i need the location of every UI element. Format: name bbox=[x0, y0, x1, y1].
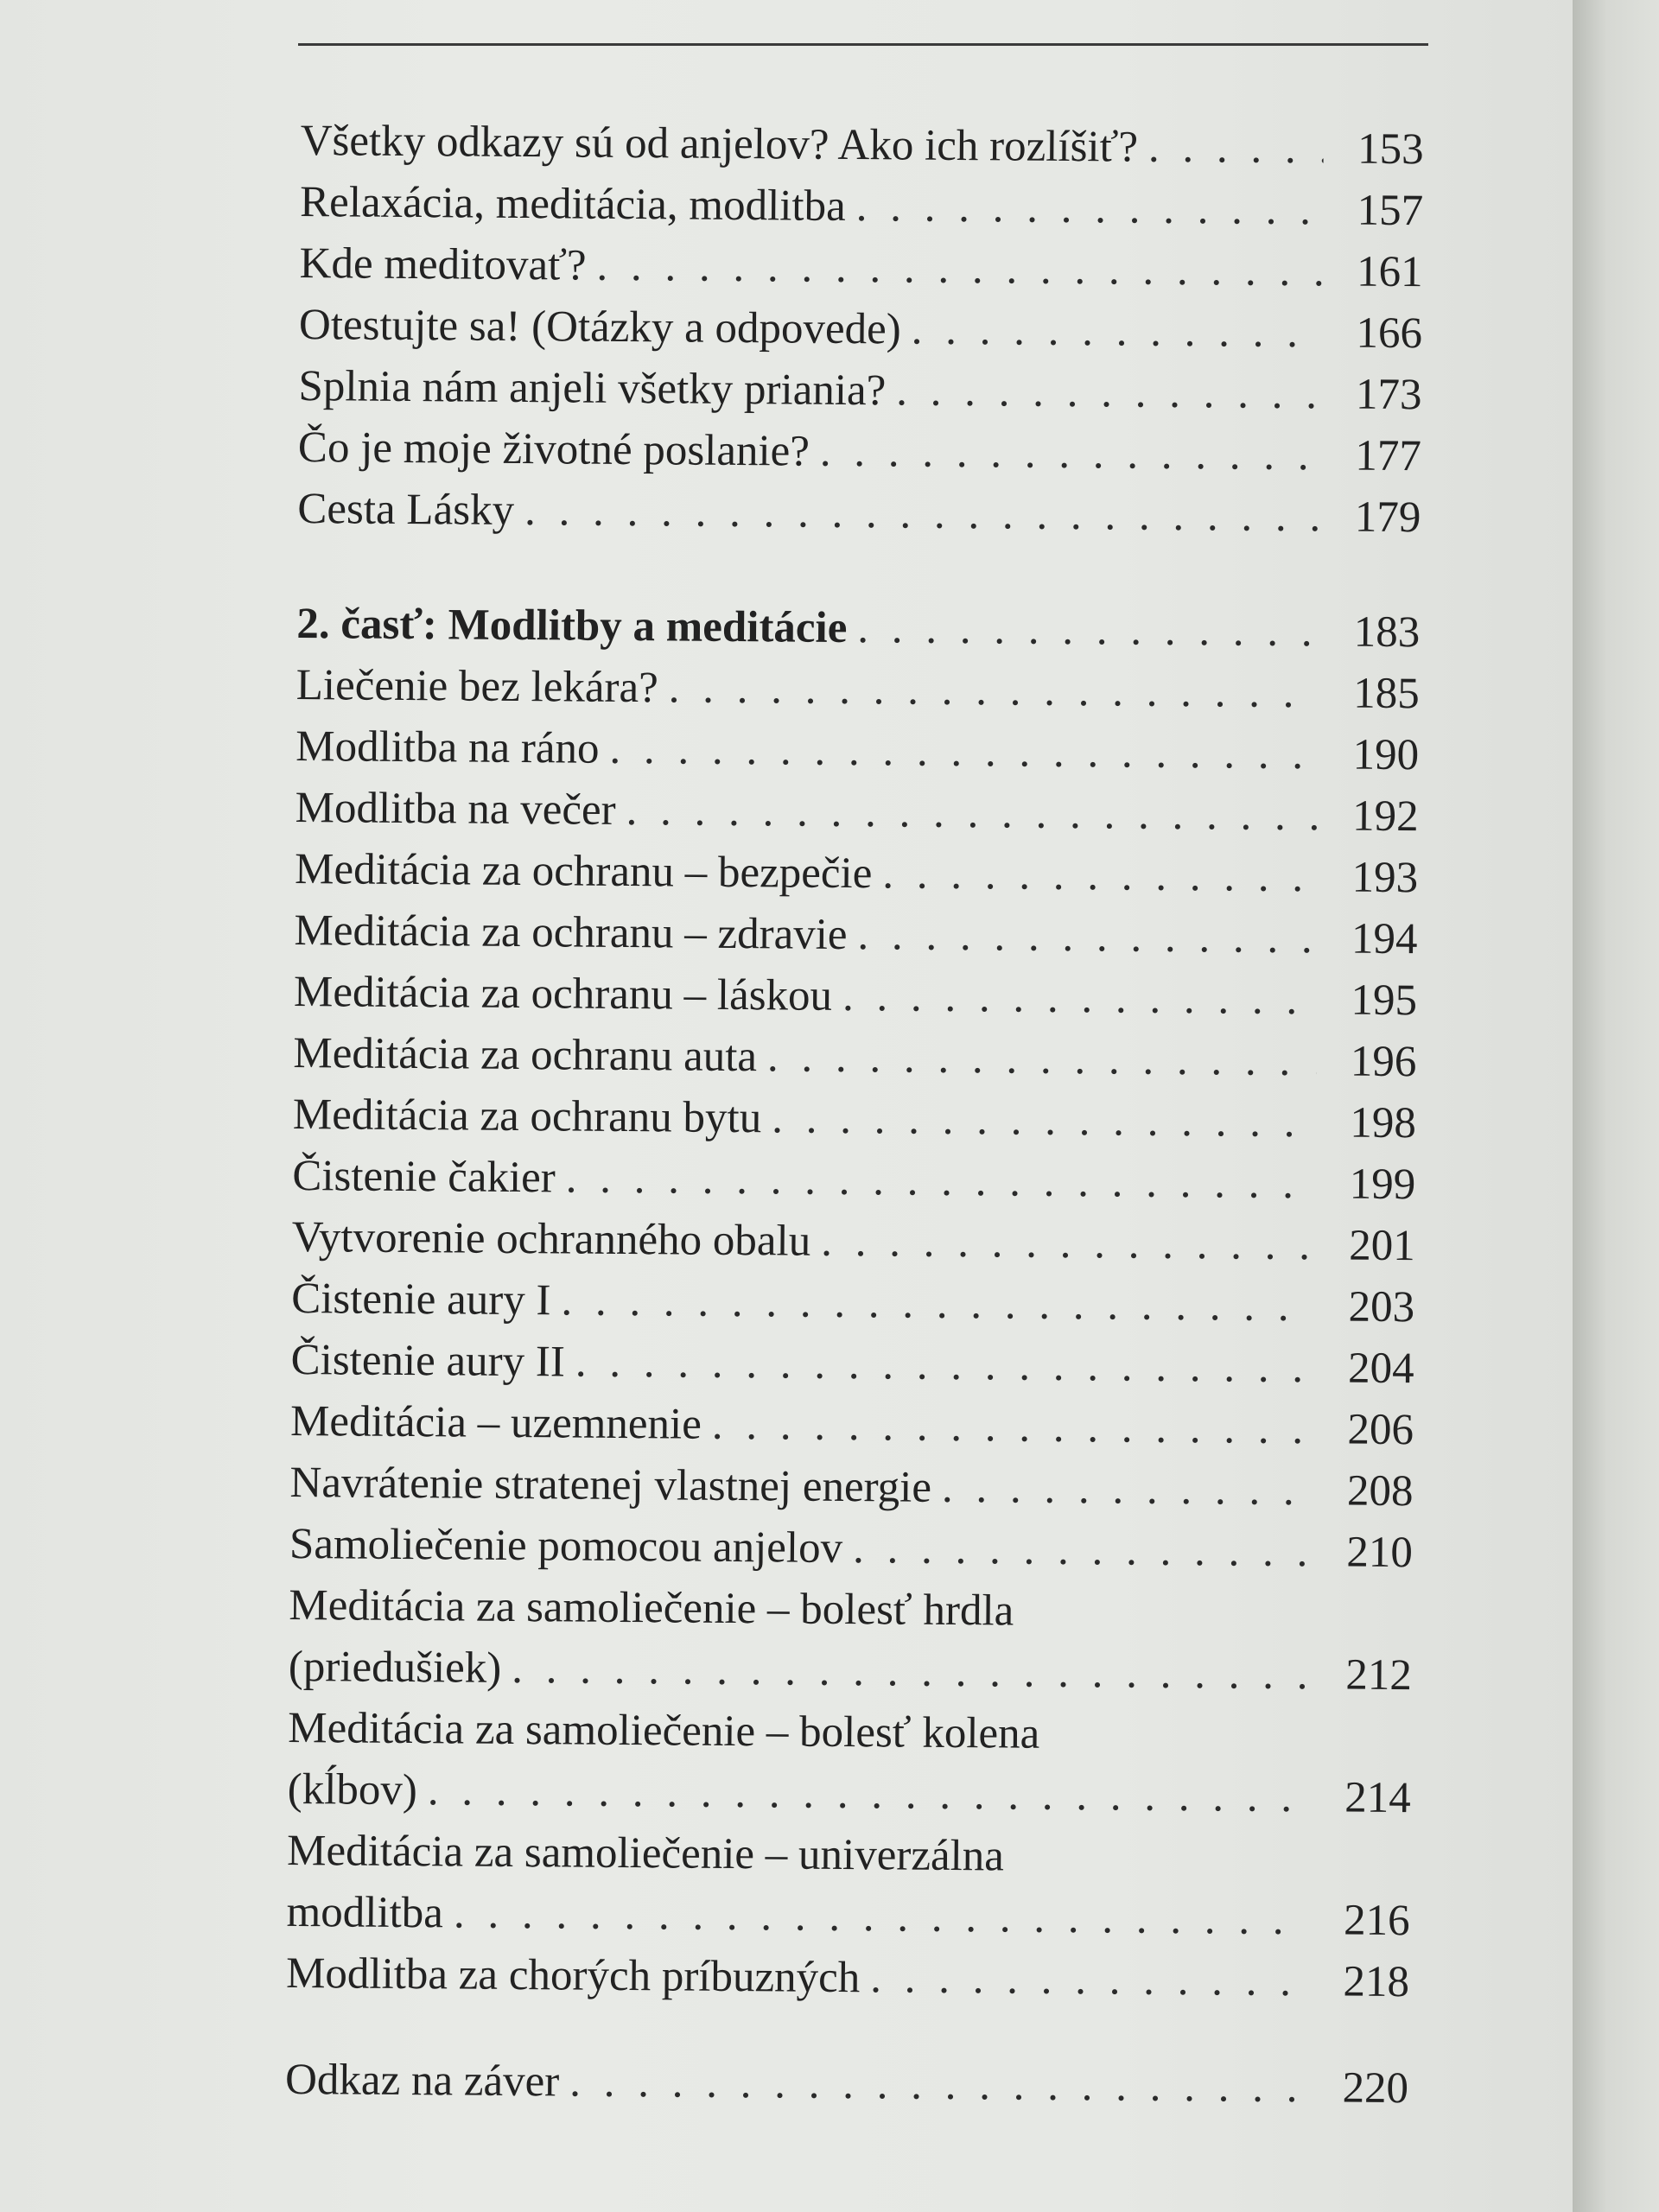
toc-entry-page: 206 bbox=[1347, 1405, 1414, 1455]
toc-entry-page: 212 bbox=[1345, 1650, 1413, 1700]
toc-entry-title: Vytvorenie ochranného obalu bbox=[291, 1212, 811, 1266]
top-rule bbox=[298, 43, 1428, 46]
toc-leader-dots bbox=[896, 360, 1322, 425]
toc-entry bbox=[297, 479, 1421, 549]
toc-entry bbox=[300, 172, 1424, 242]
toc-leader-dots bbox=[942, 1458, 1313, 1522]
toc-part-heading bbox=[296, 594, 1421, 664]
toc-entry-title: (priedušiek) bbox=[288, 1642, 502, 1693]
toc-entry bbox=[289, 1514, 1414, 1584]
toc-entry bbox=[291, 1268, 1415, 1338]
toc-entry bbox=[293, 1023, 1417, 1093]
toc-leader-dots bbox=[857, 905, 1318, 969]
toc-leader-dots bbox=[569, 2052, 1308, 2120]
toc-entry-title: Liečenie bez lekára? bbox=[296, 660, 658, 713]
toc-entry-page: 166 bbox=[1356, 308, 1423, 359]
toc-entry-page: 216 bbox=[1343, 1896, 1410, 1946]
toc-entry-title: Čistenie aury I bbox=[290, 1274, 551, 1325]
toc-entry-title: Navrátenie stratenej vlastnej energie bbox=[289, 1458, 932, 1512]
toc-entry bbox=[286, 1882, 1410, 1952]
toc-leader-dots bbox=[561, 1270, 1314, 1338]
toc-entry-title: Čo je moje životné poslanie? bbox=[297, 423, 810, 476]
toc-entry-page: 196 bbox=[1350, 1037, 1417, 1087]
toc-leader-dots bbox=[767, 1027, 1317, 1092]
toc-entry-page: 157 bbox=[1357, 186, 1424, 236]
toc-entry-first-line: Meditácia za samoliečenie – bolesť kolena bbox=[288, 1703, 1040, 1758]
section-gap bbox=[297, 540, 1421, 602]
toc-entry bbox=[291, 1207, 1415, 1277]
toc-entry bbox=[296, 655, 1420, 725]
toc-entry-title: modlitba bbox=[286, 1887, 444, 1938]
toc-entry-title: Odkaz na záver bbox=[284, 2055, 560, 2107]
toc-leader-dots bbox=[821, 1211, 1315, 1276]
toc-entry bbox=[287, 1759, 1411, 1829]
toc-entry-title: (kĺbov) bbox=[287, 1764, 418, 1815]
toc-entry-title: Meditácia za ochranu – láskou bbox=[293, 967, 833, 1020]
table-of-contents bbox=[285, 111, 1424, 2120]
toc-entry-title: Splnia nám anjeli všetky priania? bbox=[298, 361, 887, 416]
toc-entry-page: 203 bbox=[1348, 1282, 1415, 1332]
toc-entry-page: 194 bbox=[1351, 914, 1418, 964]
toc-entry-title: Všetky odkazy sú od anjelov? Ako ich rozlíšiť? bbox=[300, 116, 1139, 172]
toc-leader-dots bbox=[428, 1760, 1311, 1828]
toc-entry-page: 153 bbox=[1357, 124, 1424, 175]
toc-entry-page: 190 bbox=[1352, 730, 1420, 780]
toc-entry-title: Meditácia za ochranu bytu bbox=[292, 1090, 762, 1143]
toc-leader-dots bbox=[882, 843, 1318, 908]
toc-entry-title: Samoliečenie pomocou anjelov bbox=[289, 1519, 843, 1573]
toc-closing-entry bbox=[285, 2050, 1409, 2120]
toc-entry-page: 198 bbox=[1350, 1098, 1417, 1148]
toc-entry bbox=[299, 295, 1423, 365]
toc-entry-page: 185 bbox=[1353, 669, 1420, 719]
toc-entry-page: 214 bbox=[1344, 1773, 1411, 1823]
page-edge bbox=[1573, 0, 1659, 2212]
toc-entry bbox=[299, 233, 1423, 303]
toc-entry-page: 193 bbox=[1351, 853, 1419, 903]
toc-entry-page: 179 bbox=[1354, 493, 1421, 543]
toc-leader-dots bbox=[454, 1883, 1310, 1951]
toc-entry-title: Modlitba na večer bbox=[295, 783, 616, 835]
toc-entry-page: 199 bbox=[1349, 1160, 1416, 1210]
toc-leader-dots bbox=[565, 1147, 1315, 1215]
toc-entry bbox=[286, 1943, 1410, 2013]
toc-entry bbox=[295, 778, 1419, 848]
toc-leader-dots bbox=[857, 598, 1319, 663]
toc-entry-page: 192 bbox=[1351, 791, 1419, 842]
toc-leader-dots bbox=[820, 422, 1322, 487]
toc-entry bbox=[294, 900, 1418, 970]
toc-entry-title: Čistenie aury II bbox=[290, 1335, 566, 1387]
toc-entry-first-line: Meditácia za samoliečenie – univerzálna bbox=[286, 1826, 1005, 1881]
toc-leader-dots bbox=[853, 1518, 1313, 1583]
toc-leader-dots bbox=[626, 780, 1319, 847]
toc-leader-dots bbox=[772, 1088, 1316, 1154]
toc-entry bbox=[290, 1330, 1414, 1400]
toc-leader-dots bbox=[609, 719, 1319, 785]
toc-leader-dots bbox=[855, 176, 1323, 241]
toc-entry-title: Meditácia za ochranu – bezpečie bbox=[294, 844, 873, 899]
toc-entry-title: Otestujte sa! (Otázky a odpovede) bbox=[298, 300, 902, 354]
toc-entry bbox=[289, 1452, 1414, 1522]
toc-entry-page: 201 bbox=[1349, 1221, 1415, 1271]
toc-entry bbox=[289, 1637, 1413, 1707]
toc-entry-title: Meditácia za ochranu – zdravie bbox=[294, 906, 848, 959]
toc-entry bbox=[300, 111, 1424, 181]
toc-entry-title: Modlitba na ráno bbox=[295, 721, 600, 773]
toc-leader-dots bbox=[524, 480, 1321, 548]
toc-entry bbox=[298, 356, 1422, 426]
toc-leader-dots bbox=[911, 300, 1322, 365]
toc-entry bbox=[292, 1146, 1416, 1216]
toc-leader-dots bbox=[668, 658, 1319, 724]
toc-leader-dots bbox=[575, 1332, 1314, 1400]
toc-leader-dots bbox=[712, 1395, 1314, 1460]
toc-entry-page: 177 bbox=[1355, 431, 1422, 481]
toc-entry-page: 208 bbox=[1346, 1466, 1414, 1516]
toc-entry-page: 173 bbox=[1355, 370, 1422, 420]
toc-entry-title: Relaxácia, meditácia, modlitba bbox=[299, 177, 846, 231]
toc-entry bbox=[294, 962, 1418, 1032]
toc-entry-title: Čistenie čakier bbox=[292, 1151, 556, 1203]
toc-entry-page: 210 bbox=[1346, 1528, 1414, 1578]
toc-entry-page: 195 bbox=[1351, 976, 1418, 1026]
toc-entry-page: 204 bbox=[1347, 1344, 1414, 1394]
toc-entry-title: Meditácia – uzemnenie bbox=[289, 1396, 702, 1449]
toc-entry-title: Cesta Lásky bbox=[297, 484, 515, 535]
toc-entry bbox=[295, 839, 1419, 909]
toc-entry bbox=[296, 716, 1420, 786]
toc-entry bbox=[298, 417, 1422, 487]
toc-entry-page: 218 bbox=[1343, 1957, 1410, 2007]
toc-entry-page: 161 bbox=[1356, 247, 1423, 297]
toc-leader-dots bbox=[1148, 118, 1324, 181]
toc-leader-dots bbox=[596, 236, 1323, 303]
toc-entry-page: 220 bbox=[1342, 2063, 1409, 2113]
toc-entry-title: Modlitba za chorých príbuzných bbox=[285, 1948, 861, 2003]
toc-leader-dots bbox=[870, 1948, 1309, 2012]
toc-entry-title: Meditácia za ochranu auta bbox=[293, 1028, 758, 1082]
toc-leader-dots bbox=[512, 1638, 1312, 1706]
toc-entry-title: Kde meditovať? bbox=[299, 238, 587, 290]
toc-part-title: 2. časť: Modlitby a meditácie bbox=[296, 599, 848, 652]
toc-entry bbox=[293, 1084, 1417, 1154]
toc-leader-dots bbox=[842, 966, 1317, 1031]
toc-entry-first-line: Meditácia za samoliečenie – bolesť hrdla bbox=[289, 1580, 1014, 1636]
toc-part-page: 183 bbox=[1353, 607, 1421, 658]
toc-entry bbox=[290, 1391, 1414, 1461]
